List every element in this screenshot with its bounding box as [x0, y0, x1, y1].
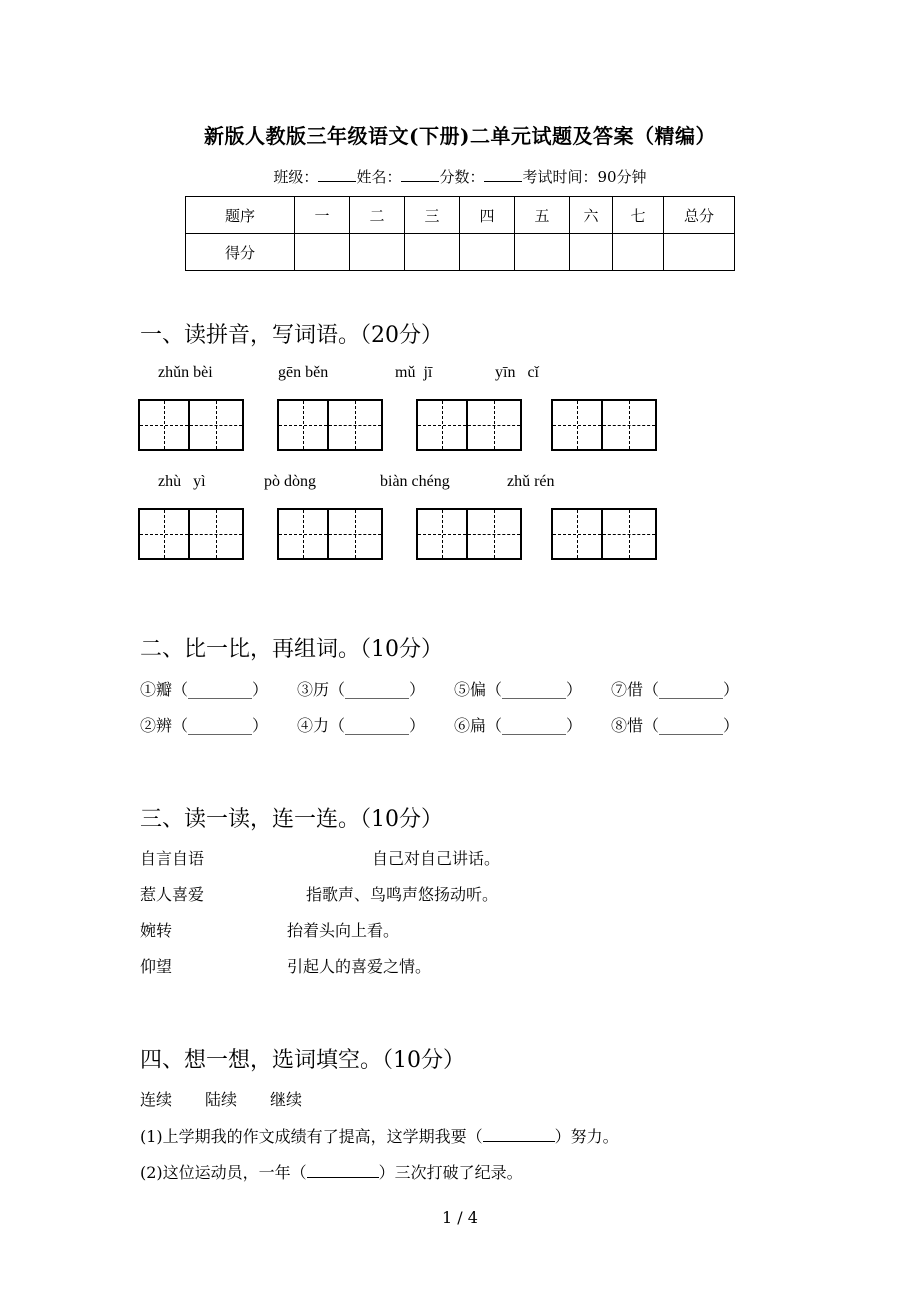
compare-item: ③历（________）: [297, 680, 426, 699]
pinyin-label: zhù yì: [158, 473, 206, 490]
table-cell: 五: [515, 197, 570, 234]
match-meaning: 自己对自己讲话。: [372, 849, 501, 868]
pinyin-label: zhǔn bèi: [158, 364, 213, 381]
score-input-cell[interactable]: [350, 234, 405, 271]
writing-grid[interactable]: [277, 399, 383, 451]
exam-info-line: [0, 166, 920, 187]
grid-cell[interactable]: [138, 399, 190, 451]
score-label: 分数：: [439, 168, 485, 186]
compare-item: ⑤偏（________）: [454, 680, 583, 699]
writing-grid[interactable]: [551, 399, 657, 451]
answer-blank[interactable]: [307, 1163, 379, 1178]
compare-item: ⑦借（________）: [611, 680, 740, 699]
score-table: [185, 196, 735, 271]
compare-item: ②辨（________）: [140, 716, 269, 735]
score-input-cell[interactable]: [460, 234, 515, 271]
word-option: 陆续: [205, 1090, 238, 1109]
section1-heading: 一、读拼音，写词语。（20分）: [140, 323, 443, 348]
class-label: 班级：: [273, 168, 319, 186]
grid-cell[interactable]: [468, 399, 522, 451]
compare-item: ⑥扁（________）: [454, 716, 583, 735]
writing-grid[interactable]: [138, 508, 244, 560]
match-word: 仰望: [140, 957, 173, 976]
table-cell: 三: [405, 197, 460, 234]
table-cell: 一: [295, 197, 350, 234]
fill-question-2: [140, 1160, 523, 1183]
table-cell: 得分: [186, 234, 295, 271]
table-cell: 六: [570, 197, 613, 234]
match-meaning: 引起人的喜爱之情。: [287, 957, 432, 976]
exam-time: 考试时间：90分钟: [522, 168, 647, 186]
fill-question-1: [140, 1124, 619, 1147]
table-cell: 总分: [664, 197, 735, 234]
table-cell: 七: [613, 197, 664, 234]
compare-item: ⑧惜（________）: [611, 716, 740, 735]
writing-grid[interactable]: [416, 399, 522, 451]
writing-grid[interactable]: [277, 508, 383, 560]
match-word: 婉转: [140, 921, 173, 940]
question-text: (1)上学期我的作文成绩有了提高，这学期我要（: [140, 1127, 483, 1146]
grid-cell[interactable]: [416, 399, 468, 451]
grid-cell[interactable]: [277, 508, 329, 560]
compare-item: ④力（________）: [297, 716, 426, 735]
writing-grid[interactable]: [138, 399, 244, 451]
grid-cell[interactable]: [603, 399, 657, 451]
class-blank: [318, 167, 356, 182]
grid-cell[interactable]: [329, 508, 383, 560]
grid-cell[interactable]: [416, 508, 468, 560]
grid-cell[interactable]: [329, 399, 383, 451]
table-cell: 题序: [186, 197, 295, 234]
match-meaning: 指歌声、鸟鸣声悠扬动听。: [306, 885, 499, 904]
writing-grid[interactable]: [416, 508, 522, 560]
score-input-cell[interactable]: [570, 234, 613, 271]
name-label: 姓名：: [356, 168, 402, 186]
pinyin-label: biàn chéng: [380, 473, 450, 490]
score-table-header-row: [186, 197, 735, 234]
score-blank: [484, 167, 522, 182]
score-table-score-row: [186, 234, 735, 271]
pinyin-label: pò dòng: [264, 473, 316, 490]
score-input-cell[interactable]: [405, 234, 460, 271]
document-title: 新版人教版三年级语文(下册)二单元试题及答案（精编）: [204, 124, 716, 148]
compare-item: ①瓣（________）: [140, 680, 269, 699]
score-input-cell[interactable]: [515, 234, 570, 271]
grid-cell[interactable]: [468, 508, 522, 560]
section3-heading: 三、读一读，连一连。（10分）: [140, 807, 443, 832]
pinyin-label: zhǔ rén: [507, 473, 555, 490]
score-input-cell[interactable]: [295, 234, 350, 271]
match-word: 自言自语: [140, 849, 205, 868]
match-meaning: 抬着头向上看。: [287, 921, 400, 940]
table-cell: 二: [350, 197, 405, 234]
grid-cell[interactable]: [551, 508, 603, 560]
grid-cell[interactable]: [551, 399, 603, 451]
pinyin-label: yīn cǐ: [495, 364, 539, 381]
score-input-cell[interactable]: [613, 234, 664, 271]
question-text: ）三次打破了纪录。: [378, 1163, 523, 1182]
grid-cell[interactable]: [277, 399, 329, 451]
question-text: (2)这位运动员，一年（: [140, 1163, 307, 1182]
grid-cell[interactable]: [190, 508, 244, 560]
grid-cell[interactable]: [138, 508, 190, 560]
match-word: 惹人喜爱: [140, 885, 205, 904]
word-option: 继续: [270, 1090, 303, 1109]
section2-heading: 二、比一比，再组词。（10分）: [140, 637, 443, 662]
grid-cell[interactable]: [603, 508, 657, 560]
table-cell: 四: [460, 197, 515, 234]
question-text: ）努力。: [554, 1127, 619, 1146]
word-option: 连续: [140, 1090, 173, 1109]
section4-heading: 四、想一想，选词填空。（10分）: [140, 1048, 465, 1073]
writing-grid[interactable]: [551, 508, 657, 560]
answer-blank[interactable]: [483, 1127, 555, 1142]
grid-cell[interactable]: [190, 399, 244, 451]
score-input-cell[interactable]: [664, 234, 735, 271]
name-blank: [401, 167, 439, 182]
pinyin-label: gēn běn: [278, 364, 329, 381]
page-number: 1 / 4: [442, 1208, 478, 1227]
pinyin-label: mǔ jī: [395, 364, 433, 381]
